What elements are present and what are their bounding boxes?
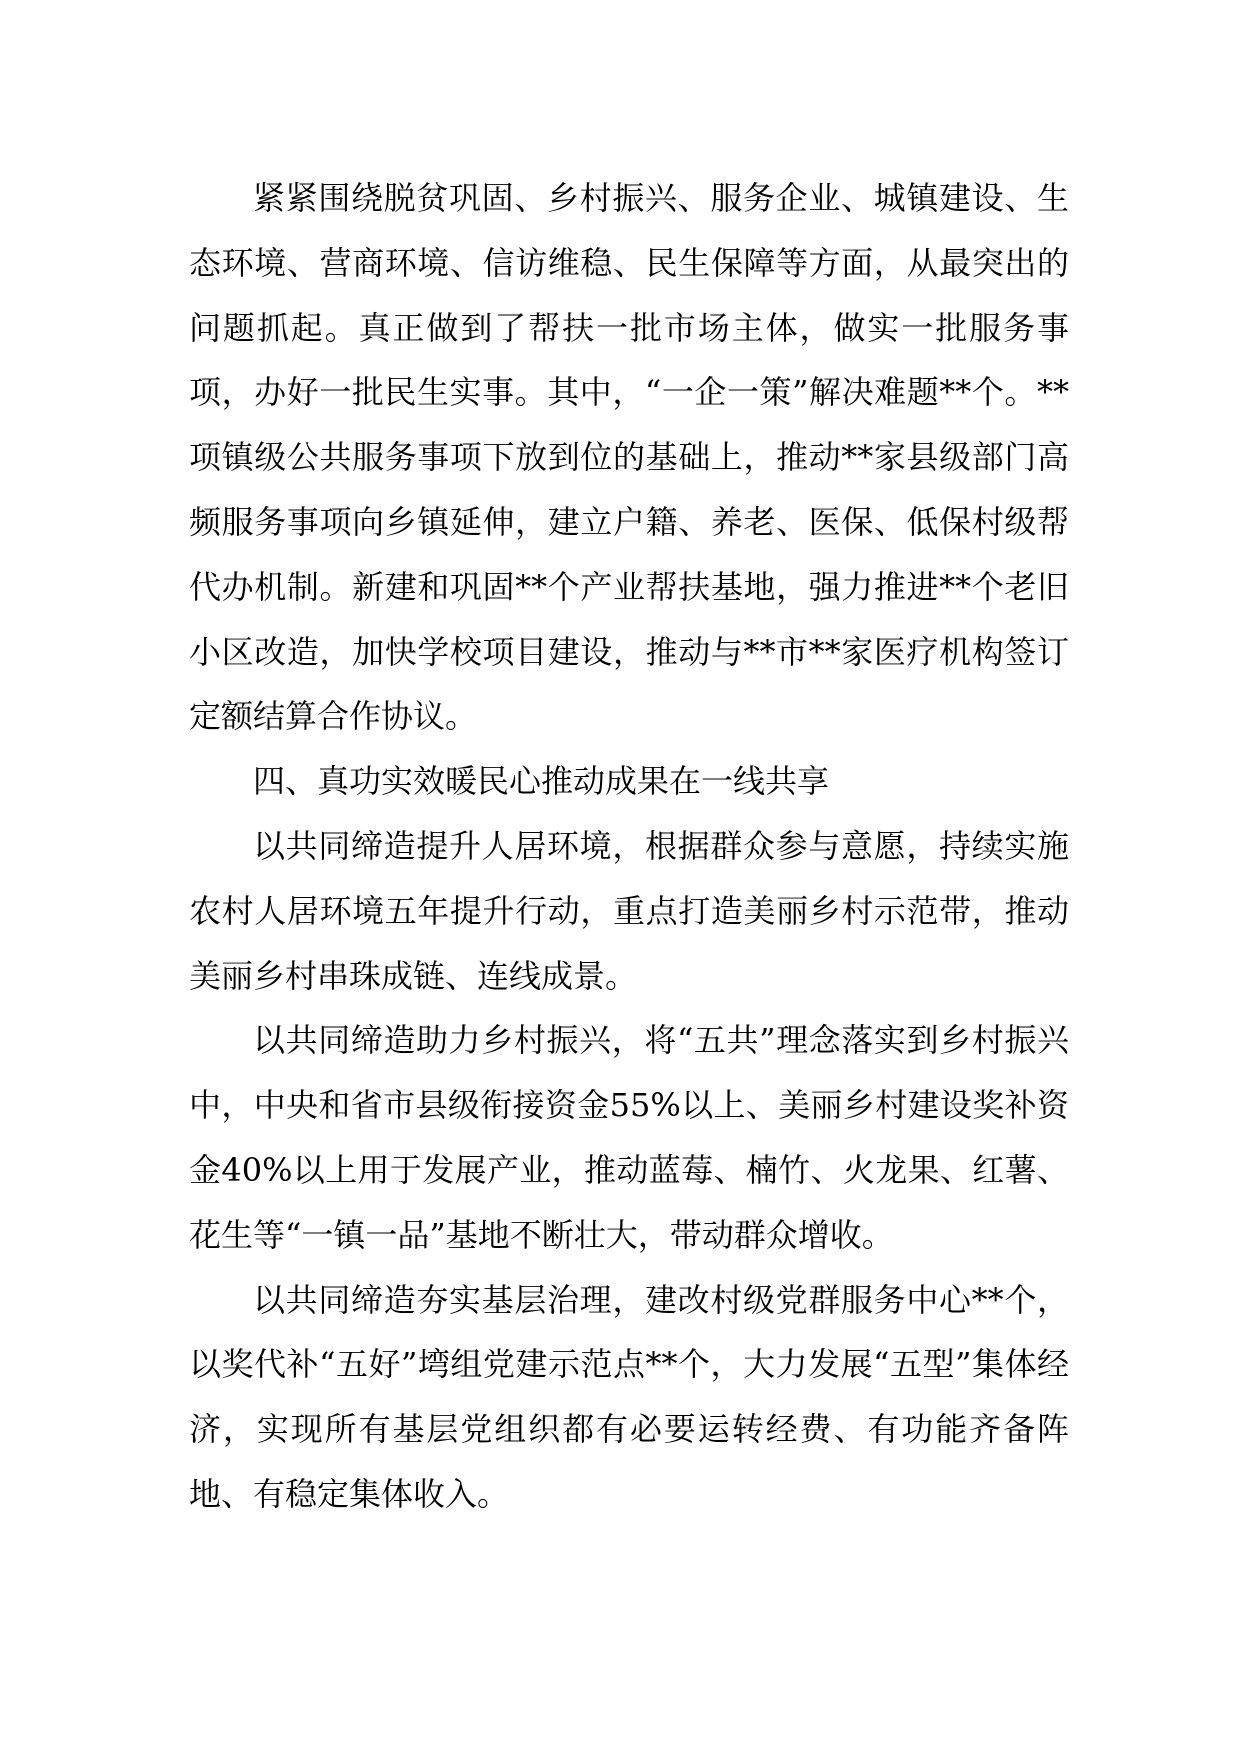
section-heading-four: 四、真功实效暖民心推动成果在一线共享 <box>253 762 830 801</box>
paragraph-living-environment: 以共同缔造提升人居环境，根据群众参与意愿，持续实施农村人居环境五年提升行动，重点打造美丽乡村示范带，推动美丽乡村串珠成链、连线成景。 <box>189 826 1069 995</box>
paragraph-service-work: 紧紧围绕脱贫巩固、乡村振兴、服务企业、城镇建设、生态环境、营商环境、信访维稳、民生保障等方面，从最突出的问题抓起。真正做到了帮扶一批市场主体，做实一批服务事项，办好一批民生实事。其中，“一企一策”解决难题**个。**项镇级公共服务事项下放到位的基础上，推动**家县级部门高频服务事项向乡镇延伸，建立户籍、养老、医保、低保村级帮代办机制。新建和巩固**个产业帮扶基地，强力推进**个老旧小区改造，加快学校项目建设，推动与**市**家医疗机构签订定额结算合作协议。 <box>189 179 1069 736</box>
document-body <box>189 166 1069 1527</box>
paragraph-grassroots-governance: 以共同缔造夯实基层治理，建改村级党群服务中心**个，以奖代补“五好”塆组党建示范点**个，大力发展“五型”集体经济，实现所有基层党组织都有必要运转经费、有功能齐备阵地、有稳定集体收入。 <box>189 1280 1069 1513</box>
paragraph-rural-revitalization: 以共同缔造助力乡村振兴，将“五共”理念落实到乡村振兴中，中央和省市县级衔接资金55%以上、美丽乡村建设奖补资金40%以上用于发展产业，推动蓝莓、楠竹、火龙果、红薯、花生等“一镇一品”基地不断壮大，带动群众增收。 <box>189 1021 1069 1254</box>
